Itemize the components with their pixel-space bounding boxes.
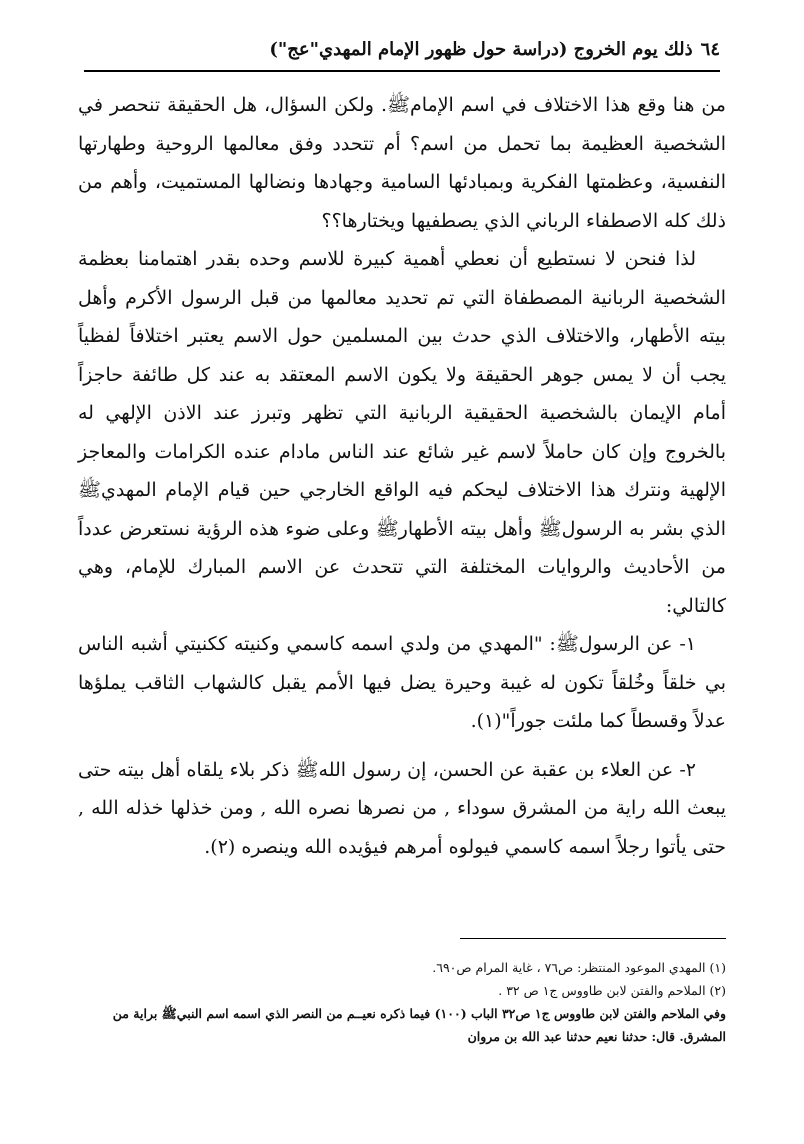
page-number: ٦٤	[700, 38, 720, 60]
paragraph-2: لذا فنحن لا نستطيع أن نعطي أهمية كبيرة للاسم وحده بقدر اهتمامنا بعظمة الشخصية الربانية المصطفاة التي تم تحديد معالمها من قبل الرسول الأكرم وأهل بيته الأطهار، والاختلاف الذي حدث بين المسلمين حول الاسم يعتبر اختلافاً لفظياً يجب أن لا يمس جوهر الحقيقة ولا يكون الاسم المعتقد به عند كل طائفة حاجزاً أمام الإيمان بالشخصية الحقيقية الربانية التي تظهر وتبرز عند الاذن الإلهي له بالخروج وإن كان حاملاً لاسم غير شائع عند الناس مادام عنده الكرامات والمعاجز الإلهية ونترك هذا الاختلاف ليحكم فيه الواقع الخارجي حين قيام الإمام المهديﷺ الذي بشر به الرسولﷺ وأهل بيته الأطهارﷺ وعلى ضوء هذه الرؤية نستعرض عدداً من الأحاديث والروايات المختلفة التي تتحدث عن الاسم المبارك للإمام، وهي كالتالي:	[78, 248, 726, 617]
page-header	[84, 30, 720, 68]
main-text	[78, 86, 726, 866]
footnote-1: (١) المهدي الموعود المنتظر: ص٧٦ ، غاية المرام ص٦٩٠.	[432, 960, 726, 975]
footnote-2: (٢) الملاحم والفتن لابن طاووس ج١ ص ٣٢ .	[498, 983, 726, 998]
header-divider	[84, 70, 720, 72]
footnote-3: وفي الملاحم والفتن لابن طاووس ج١ ص٣٢ الباب (١٠٠) فيما ذكره نعيــم من النصر الذي اسمه اسم النبيﷺ براية من المشرق. قال: حدثنا نعيم حدثنا عبد الله بن مروان	[112, 1006, 726, 1044]
footnotes	[78, 956, 726, 1048]
hadith-2: ٢- عن العلاء بن عقبة عن الحسن، إن رسول اللهﷺ ذكر بلاء يلقاه أهل بيته حتى يبعث الله راية من المشرق سوداء , من نصرها نصره الله , ومن خذلها خذله الله , حتى يأتوا رجلاً اسمه كاسمي فيولوه أمرهم فيؤيده الله وينصره (٢).	[78, 758, 726, 858]
footnote-divider	[460, 938, 726, 939]
running-title: ذلك يوم الخروج (دراسة حول ظهور الإمام المهدي"عج")	[269, 38, 693, 60]
paragraph-1: من هنا وقع هذا الاختلاف في اسم الإمامﷺ. ولكن السؤال، هل الحقيقة تنحصر في الشخصية العظيمة بما تحمل من اسم؟ أم تتحدد وفق معالمها الروحية وطهارتها النفسية، وعظمتها الفكرية وبمبادئها السامية وجهادها ونضالها المستميت، وأهم من ذلك كله الاصطفاء الرباني الذي يصطفيها ويختارها؟؟	[78, 94, 726, 232]
hadith-1: ١- عن الرسولﷺ: "المهدي من ولدي اسمه كاسمي وكنيته ككنيتي أشبه الناس بي خلقاً وخُلقاً تكون له غيبة وحيرة يضل فيها الأمم يقبل كالشهاب الثاقب يملؤها عدلاً وقسطاً كما ملئت جوراً"(١).	[78, 633, 726, 732]
